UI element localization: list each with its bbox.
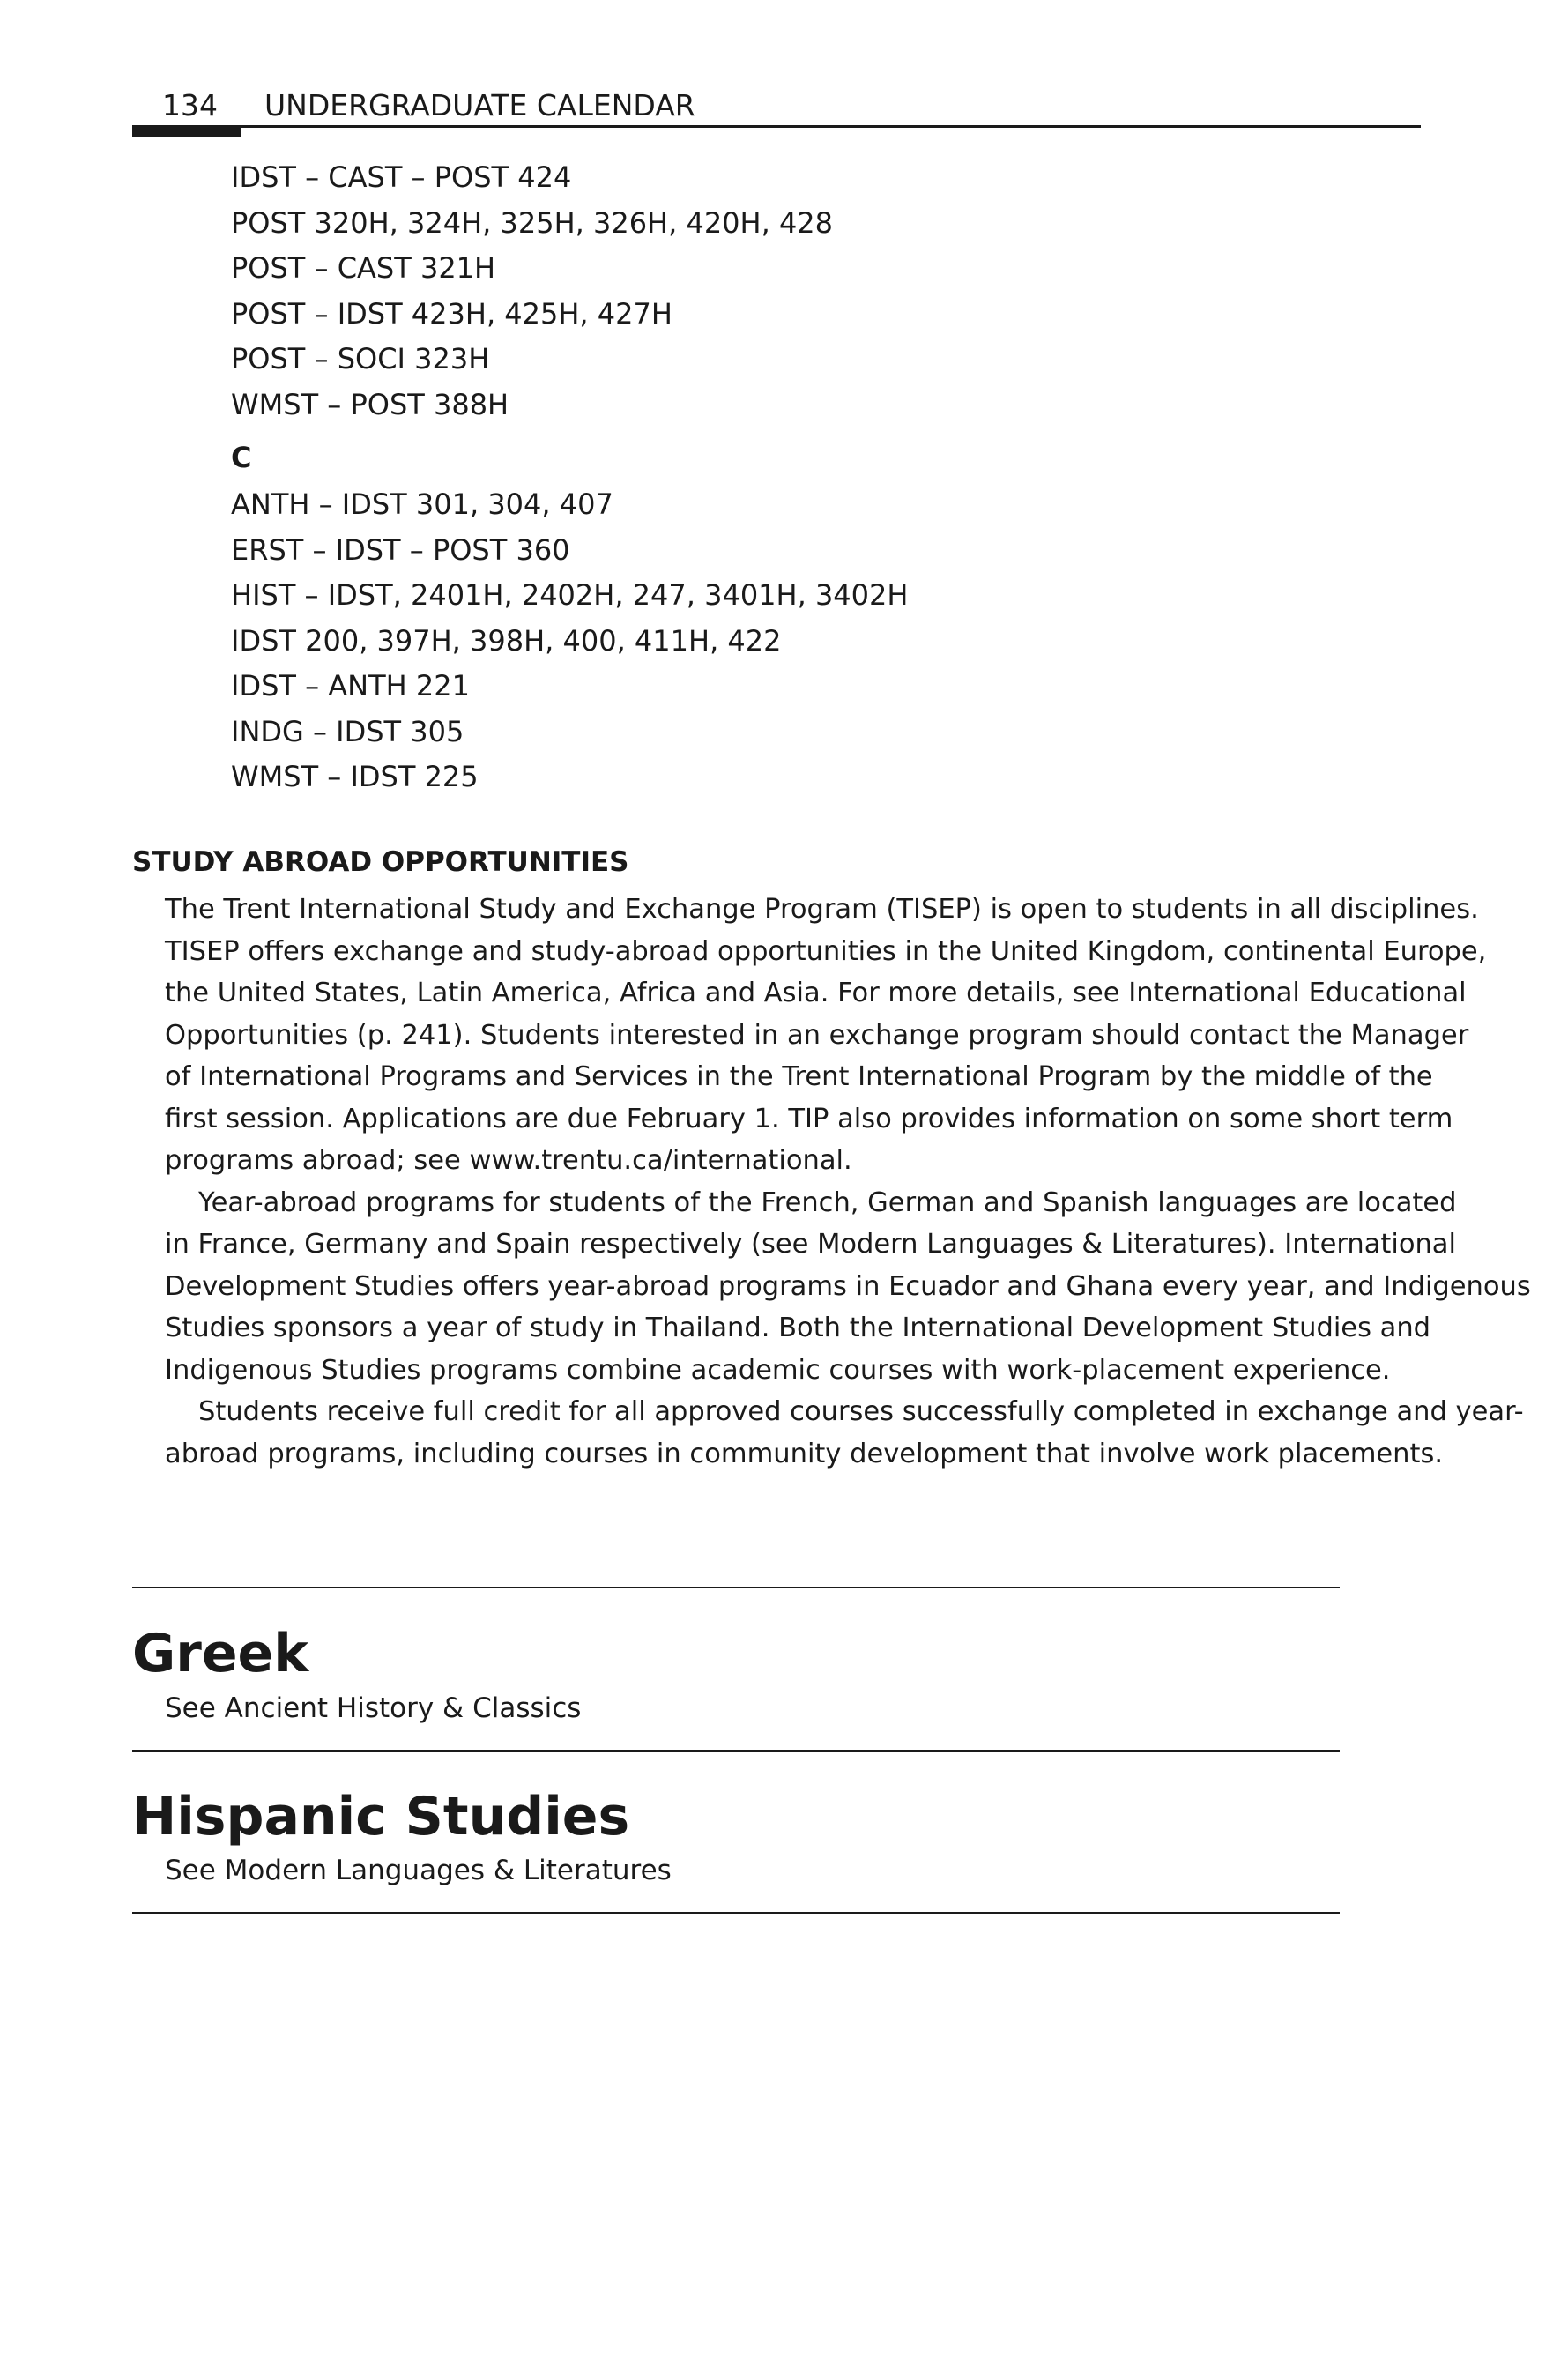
course-line: POST 320H, 324H, 325H, 326H, 420H, 428	[231, 205, 834, 240]
course-line: POST – CAST 321H	[231, 251, 496, 285]
body-line: abroad programs, including courses in community development that involve work placements.	[165, 1438, 1444, 1469]
entry-title-hispanic-studies: Hispanic Studies	[132, 1786, 630, 1848]
body-line: programs abroad; see www.trentu.ca/international.	[165, 1145, 852, 1176]
course-line: IDST 200, 397H, 398H, 400, 411H, 422	[231, 623, 782, 658]
body-line: Students receive full credit for all approved courses successfully completed in exchange and year-	[198, 1396, 1524, 1427]
entry-divider	[132, 1912, 1340, 1914]
entry-see-reference: See Modern Languages & Literatures	[165, 1855, 672, 1886]
page-number: 134	[162, 88, 218, 123]
body-line: Opportunities (p. 241). Students interested in an exchange program should contact the Manager	[165, 1019, 1469, 1051]
body-line: The Trent International Study and Exchange Program (TISEP) is open to students in all disciplines.	[165, 894, 1479, 925]
header-rule	[132, 125, 1421, 128]
body-line: Development Studies offers year-abroad programs in Ecuador and Ghana every year, and Indigenous	[165, 1270, 1531, 1302]
entry-title-greek: Greek	[132, 1623, 309, 1685]
course-line: INDG – IDST 305	[231, 714, 464, 748]
entry-see-reference: See Ancient History & Classics	[165, 1692, 582, 1724]
body-line: in France, Germany and Spain respectively (see Modern Languages & Literatures). International	[165, 1229, 1456, 1260]
page-header	[132, 76, 1421, 125]
entry-divider	[132, 1750, 1340, 1752]
header-tab-bar	[132, 125, 241, 137]
course-line: IDST – ANTH 221	[231, 669, 470, 703]
course-list	[231, 155, 1289, 800]
course-line: WMST – IDST 225	[231, 760, 479, 793]
course-line: WMST – POST 388H	[231, 387, 509, 421]
entry-divider	[132, 1587, 1340, 1588]
course-group-label: C	[231, 441, 252, 474]
body-line: of International Programs and Services in the Trent International Program by the middle of the	[165, 1061, 1433, 1092]
course-line: ERST – IDST – POST 360	[231, 532, 570, 567]
body-line: Year-abroad programs for students of the French, German and Spanish languages are located	[198, 1186, 1457, 1218]
body-line: TISEP offers exchange and study-abroad opportunities in the United Kingdom, continental Europe,	[165, 935, 1487, 967]
course-line: POST – SOCI 323H	[231, 342, 490, 376]
course-line: HIST – IDST, 2401H, 2402H, 247, 3401H, 3402H	[231, 578, 909, 612]
body-line: Studies sponsors a year of study in Thailand. Both the International Development Studies and	[165, 1313, 1431, 1343]
running-title: UNDERGRADUATE CALENDAR	[264, 88, 695, 123]
course-line: IDST – CAST – POST 424	[231, 160, 572, 194]
body-line: the United States, Latin America, Africa and Asia. For more details, see International Educational	[165, 978, 1467, 1008]
body-line: first session. Applications are due February 1. TIP also provides information on some short term	[165, 1103, 1453, 1134]
section-heading: STUDY ABROAD OPPORTUNITIES	[132, 846, 629, 878]
course-line: POST – IDST 423H, 425H, 427H	[231, 296, 672, 331]
course-line: ANTH – IDST 301, 304, 407	[231, 487, 613, 521]
study-abroad-body	[165, 889, 1531, 1475]
body-line: Indigenous Studies programs combine academic courses with work-placement experience.	[165, 1354, 1391, 1386]
